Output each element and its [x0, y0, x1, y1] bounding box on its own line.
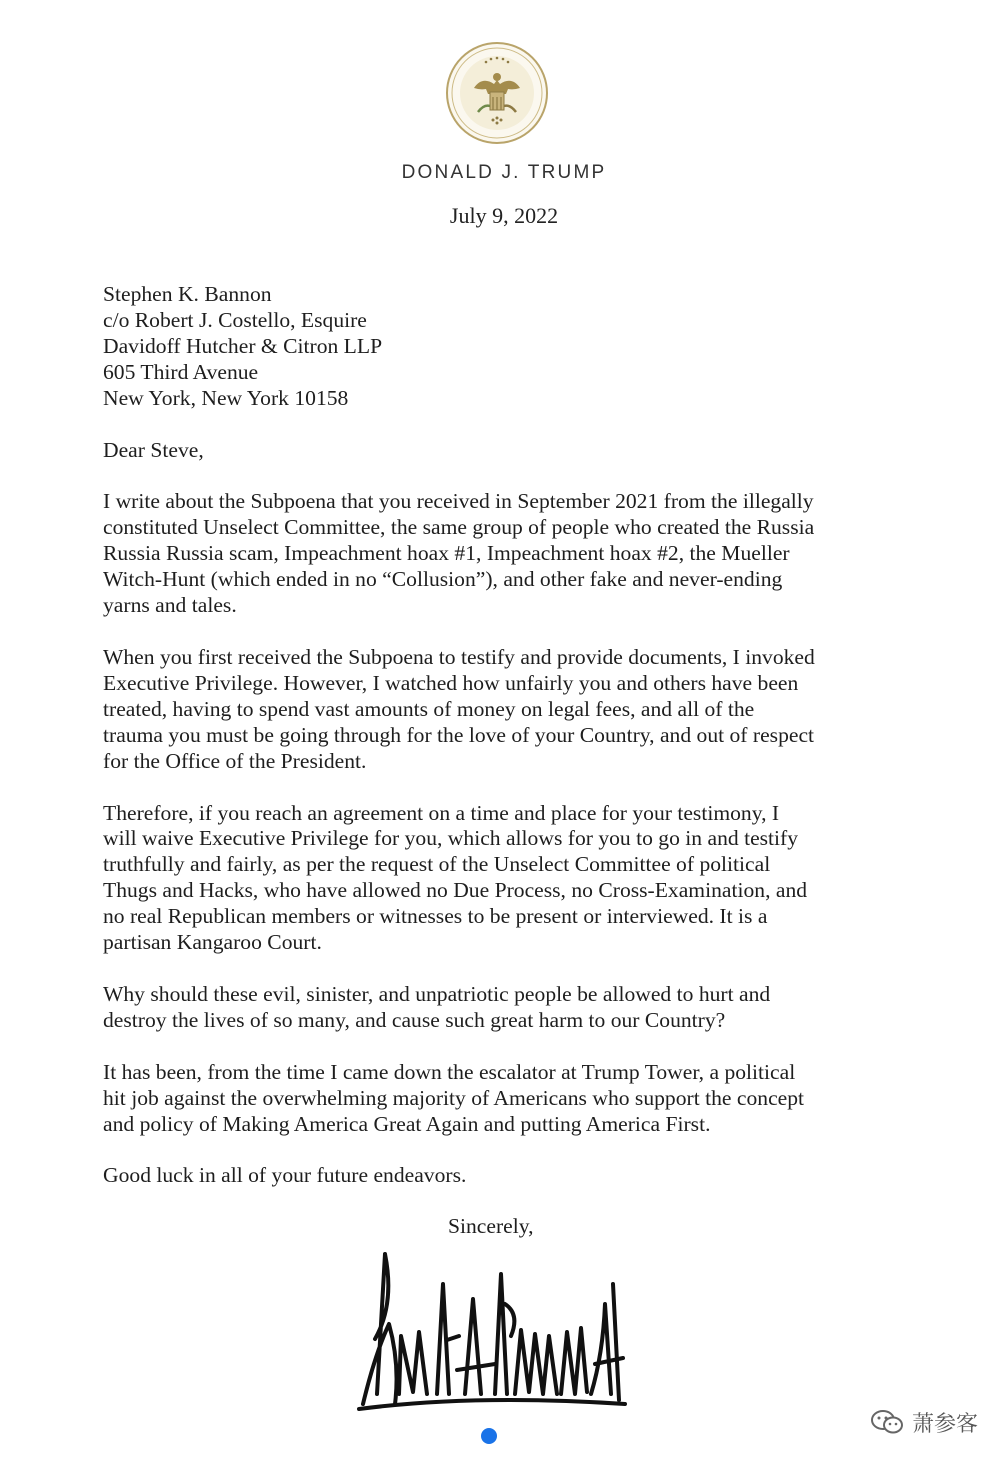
- paragraph-line: Witch-Hunt (which ended in no “Collusion”), and other fake and never-ending: [103, 567, 783, 592]
- paragraph-line: Executive Privilege. However, I watched how unfairly you and others have been: [103, 670, 799, 695]
- paragraph-line: truthfully and fairly, as per the request of the Unselect Committee of political: [103, 852, 771, 877]
- paragraph-line: treated, having to spend vast amounts of money on legal fees, and all of the: [103, 696, 755, 721]
- paragraph: [103, 645, 903, 775]
- paragraph: [103, 1060, 903, 1138]
- paragraph-line: for the Office of the President.: [103, 748, 367, 773]
- paragraph-line: Good luck in all of your future endeavors.: [103, 1163, 467, 1188]
- paragraph-line: It has been, from the time I came down the escalator at Trump Tower, a political: [103, 1059, 796, 1084]
- paragraph-line: I write about the Subpoena that you received in September 2021 from the illegally: [103, 489, 814, 514]
- paragraph-line: and policy of Making America Great Again and putting America First.: [103, 1111, 711, 1136]
- recipient-address: [103, 282, 903, 412]
- paragraph-line: partisan Kangaroo Court.: [103, 930, 322, 955]
- paragraph-line: destroy the lives of so many, and cause such great harm to our Country?: [103, 1007, 726, 1032]
- watermark-text: 萧参客: [911, 1411, 978, 1437]
- watermark: [870, 1405, 978, 1439]
- handwritten-signature: [355, 1244, 630, 1419]
- paragraph-line: yarns and tales.: [103, 593, 237, 618]
- paragraph-line: no real Republican members or witnesses to be present or interviewed. It is a: [103, 904, 768, 929]
- paragraph-line: hit job against the overwhelming majority of Americans who support the concept: [103, 1085, 805, 1110]
- letter-date: July 9, 2022: [449, 203, 559, 228]
- address-line: Davidoff Hutcher & Citron LLP: [103, 333, 383, 358]
- page-indicator-dot: [481, 1428, 497, 1444]
- paragraph-line: trauma you must be going through for the love of your Country, and out of respect: [103, 722, 815, 747]
- address-line: c/o Robert J. Costello, Esquire: [103, 307, 367, 332]
- paragraph: [103, 982, 903, 1034]
- address-line: Stephen K. Bannon: [103, 282, 272, 306]
- closing: Sincerely,: [448, 1214, 534, 1238]
- paragraph: [103, 489, 903, 619]
- letter-body: [103, 282, 903, 1189]
- salutation: Dear Steve,: [103, 437, 204, 462]
- paragraph-line: Why should these evil, sinister, and unpatriotic people be allowed to hurt and: [103, 981, 771, 1006]
- presidential-seal-icon: [444, 40, 550, 146]
- letterhead-name: DONALD J. TRUMP: [401, 162, 607, 183]
- paragraph-line: will waive Executive Privilege for you, which allows for you to go in and testify: [103, 826, 799, 851]
- paragraph: [103, 801, 903, 956]
- paragraph-line: Therefore, if you reach an agreement on a time and place for your testimony, I: [103, 800, 780, 825]
- paragraph-line: constituted Unselect Committee, the same group of people who created the Russia: [103, 515, 815, 540]
- paragraph-line: Russia Russia scam, Impeachment hoax #1, Impeachment hoax #2, the Mueller: [103, 541, 790, 566]
- paragraph-line: When you first received the Subpoena to testify and provide documents, I invoked: [103, 644, 815, 669]
- wechat-icon: [870, 1408, 904, 1436]
- address-line: 605 Third Avenue: [103, 359, 259, 384]
- paragraph: [103, 1163, 903, 1189]
- address-line: New York, New York 10158: [103, 385, 349, 410]
- paragraph-line: Thugs and Hacks, who have allowed no Due Process, no Cross-Examination, and: [103, 878, 808, 903]
